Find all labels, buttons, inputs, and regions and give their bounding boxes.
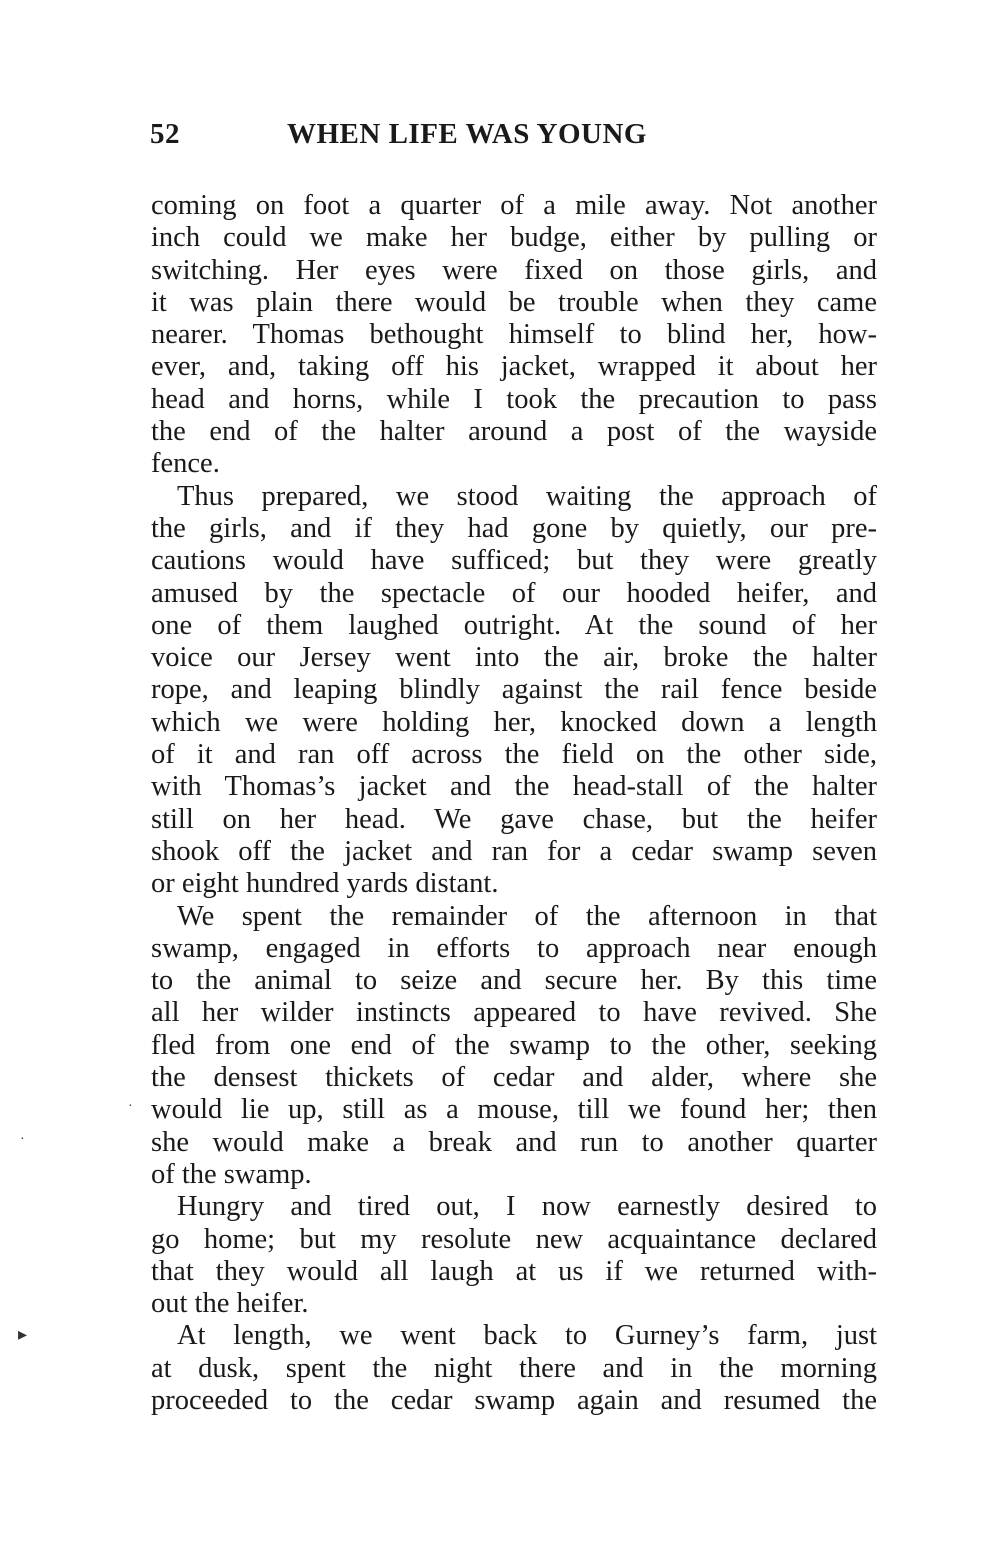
text-line: fled from one end of the swamp to the other, seeking xyxy=(151,1029,877,1061)
text-line: shook off the jacket and ran for a cedar swamp seven xyxy=(151,835,877,867)
text-line: switching. Her eyes were fixed on those girls, and xyxy=(151,254,877,286)
text-line: she would make a break and run to another quarter xyxy=(151,1126,877,1158)
page-number: 52 xyxy=(150,118,180,150)
text-line: nearer. Thomas bethought himself to blind her, how- xyxy=(151,319,877,351)
text-line: go home; but my resolute new acquaintance declared xyxy=(151,1223,877,1255)
text-line: proceeded to the cedar swamp again and resumed the xyxy=(151,1384,877,1416)
text-line: or eight hundred yards distant. xyxy=(151,868,499,900)
text-line: Hungry and tired out, I now earnestly desired to xyxy=(177,1191,877,1223)
text-line: We spent the remainder of the afternoon in that xyxy=(177,900,877,932)
margin-mark: · xyxy=(20,1132,25,1147)
text-line: which we were holding her, knocked down a length xyxy=(151,706,877,738)
text-line: swamp, engaged in efforts to approach near enough xyxy=(151,932,877,964)
body-text xyxy=(151,190,877,1417)
text-line: the densest thickets of cedar and alder, where she xyxy=(151,1062,877,1094)
text-line: head and horns, while I took the precaution to pass xyxy=(151,383,877,415)
text-line: cautions would have sufficed; but they were greatly xyxy=(151,545,877,577)
text-line: fence. xyxy=(151,448,220,480)
text-line: the girls, and if they had gone by quietly, our pre- xyxy=(151,512,877,544)
book-title: WHEN LIFE WAS YOUNG xyxy=(287,118,647,150)
text-line: ever, and, taking off his jacket, wrapped it about her xyxy=(151,351,877,383)
text-line: still on her head. We gave chase, but the heifer xyxy=(151,803,877,835)
text-line: amused by the spectacle of our hooded heifer, and xyxy=(151,577,877,609)
text-line: it was plain there would be trouble when they came xyxy=(151,286,877,318)
margin-mark: · xyxy=(128,1099,133,1114)
text-line: Thus prepared, we stood waiting the approach of xyxy=(177,480,877,512)
text-line: voice our Jersey went into the air, broke the halter xyxy=(151,642,877,674)
text-line: the end of the halter around a post of the wayside xyxy=(151,416,877,448)
running-head xyxy=(150,118,880,158)
text-line: of the swamp. xyxy=(151,1158,312,1190)
text-line: coming on foot a quarter of a mile away. Not another xyxy=(151,190,877,221)
margin-mark: ▸ xyxy=(18,1324,28,1344)
text-line: all her wilder instincts appeared to have revived. She xyxy=(151,997,877,1029)
text-line: inch could we make her budge, either by pulling or xyxy=(151,222,877,254)
text-line: out the heifer. xyxy=(151,1288,309,1320)
text-line: at dusk, spent the night there and in the morning xyxy=(151,1352,877,1384)
text-line: one of them laughed outright. At the sound of her xyxy=(151,609,877,641)
text-line: rope, and leaping blindly against the rail fence beside xyxy=(151,674,877,706)
text-line: to the animal to seize and secure her. By this time xyxy=(151,965,877,997)
text-line: of it and ran off across the field on the other side, xyxy=(151,739,877,771)
text-line: At length, we went back to Gurney’s farm, just xyxy=(177,1320,877,1352)
text-line: with Thomas’s jacket and the head-stall of the halter xyxy=(151,771,877,803)
text-line: that they would all laugh at us if we returned with- xyxy=(151,1255,877,1287)
text-line: would lie up, still as a mouse, till we found her; then xyxy=(151,1094,877,1126)
